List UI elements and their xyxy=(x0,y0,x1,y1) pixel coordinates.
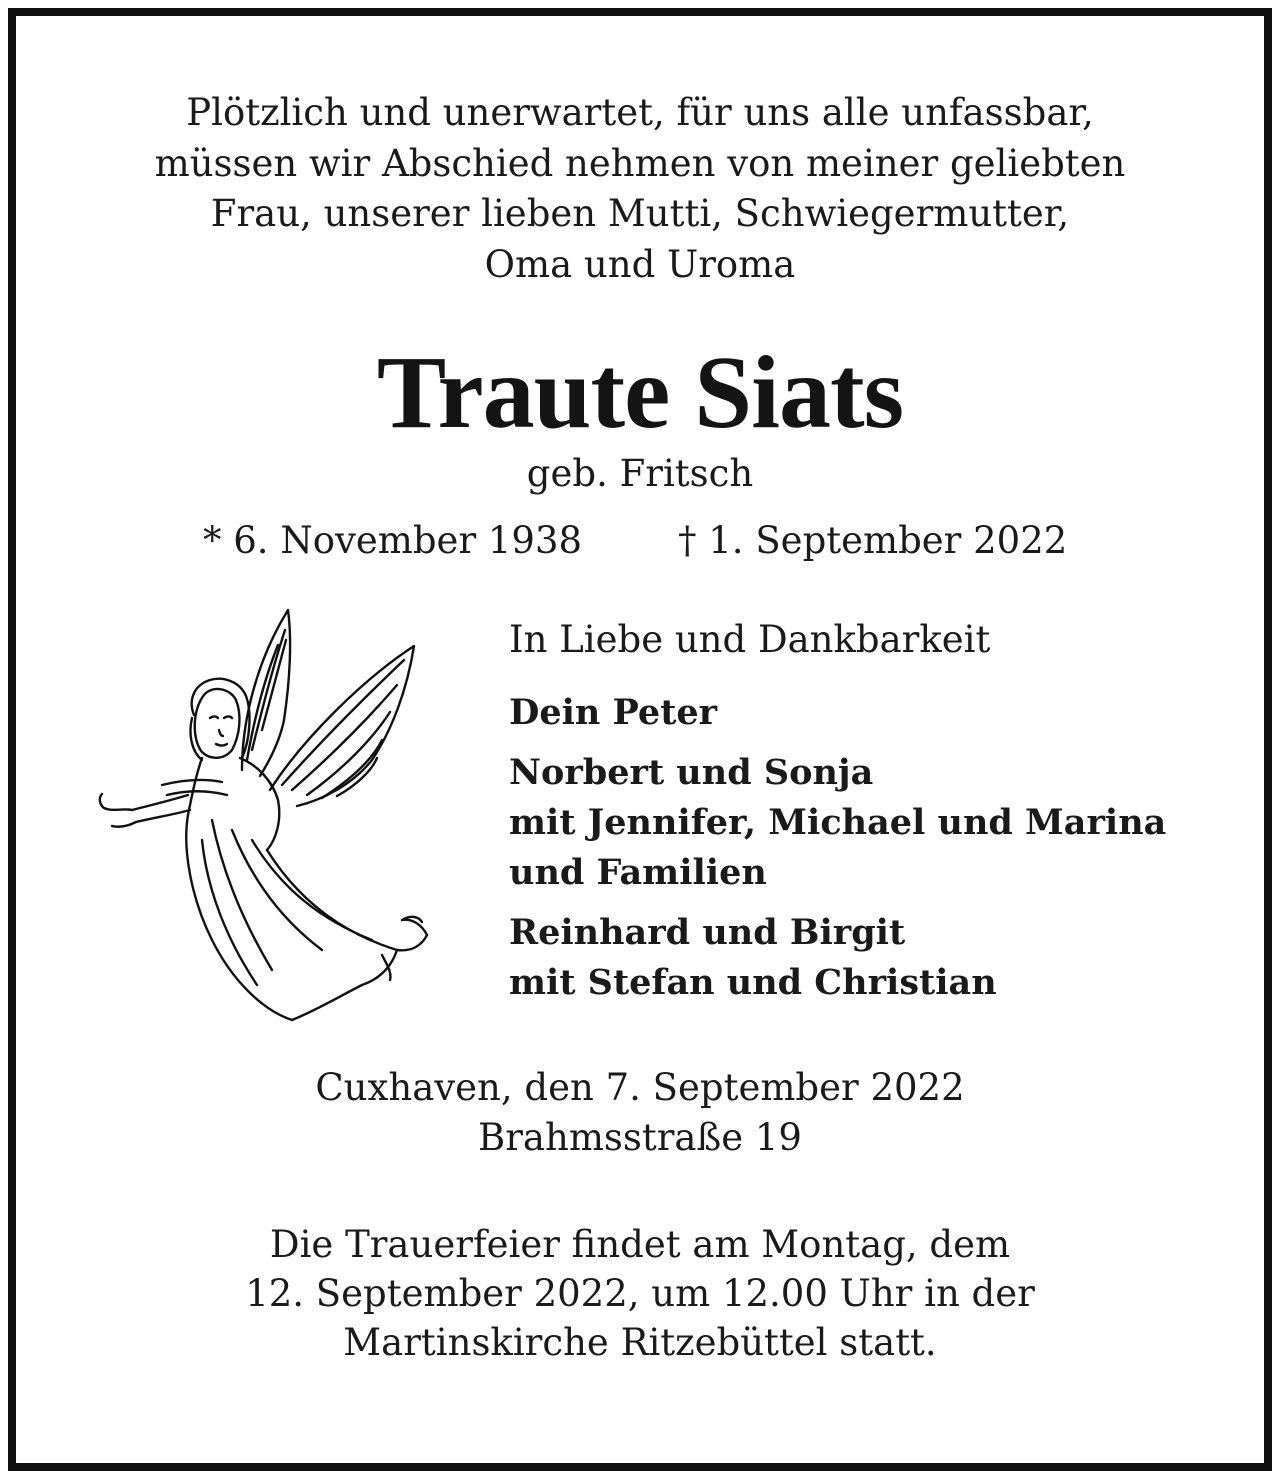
thanks-heading: In Liebe und Dankbarkeit xyxy=(509,618,991,661)
place-and-date xyxy=(0,1063,1280,1163)
city-date: Cuxhaven, den 7. September 2022 xyxy=(315,1066,965,1109)
intro-line: Frau, unserer lieben Mutti, Schwiegermutter, xyxy=(210,192,1070,235)
ceremony-line: Martinskirche Ritzebüttel statt. xyxy=(343,1321,937,1364)
mourner-group xyxy=(509,748,1166,898)
intro-line: müssen wir Abschied nehmen von meiner geliebten xyxy=(154,141,1126,185)
mourners-list xyxy=(509,688,1166,1018)
intro-line: Plötzlich und unerwartet, für uns alle unfassbar, xyxy=(186,91,1094,134)
mourner-line: Reinhard und Birgit xyxy=(509,912,906,953)
mourner-line: und Familien xyxy=(509,852,767,893)
maiden-name: geb. Fritsch xyxy=(526,452,754,495)
deceased-name: Traute Siats xyxy=(376,335,904,450)
birth-date: * 6. November 1938 xyxy=(203,519,583,562)
ceremony-info xyxy=(0,1220,1280,1367)
mourner-line: Norbert und Sonja xyxy=(509,752,874,793)
mourner-line: mit Jennifer, Michael und Marina xyxy=(509,802,1167,843)
mourner-group xyxy=(509,908,1166,1008)
ceremony-line: 12. September 2022, um 12.00 Uhr in der xyxy=(245,1272,1035,1315)
intro-line: Oma und Uroma xyxy=(484,242,796,286)
angel-icon xyxy=(92,600,442,1030)
intro-text xyxy=(0,88,1280,290)
mourner-line: mit Stefan und Christian xyxy=(509,962,997,1003)
ceremony-line: Die Trauerfeier findet am Montag, dem xyxy=(269,1223,1011,1266)
death-date: † 1. September 2022 xyxy=(678,519,1068,562)
address: Brahmsstraße 19 xyxy=(478,1116,802,1159)
mourner-line: Dein Peter xyxy=(509,692,718,733)
mourner-group xyxy=(509,688,1166,738)
